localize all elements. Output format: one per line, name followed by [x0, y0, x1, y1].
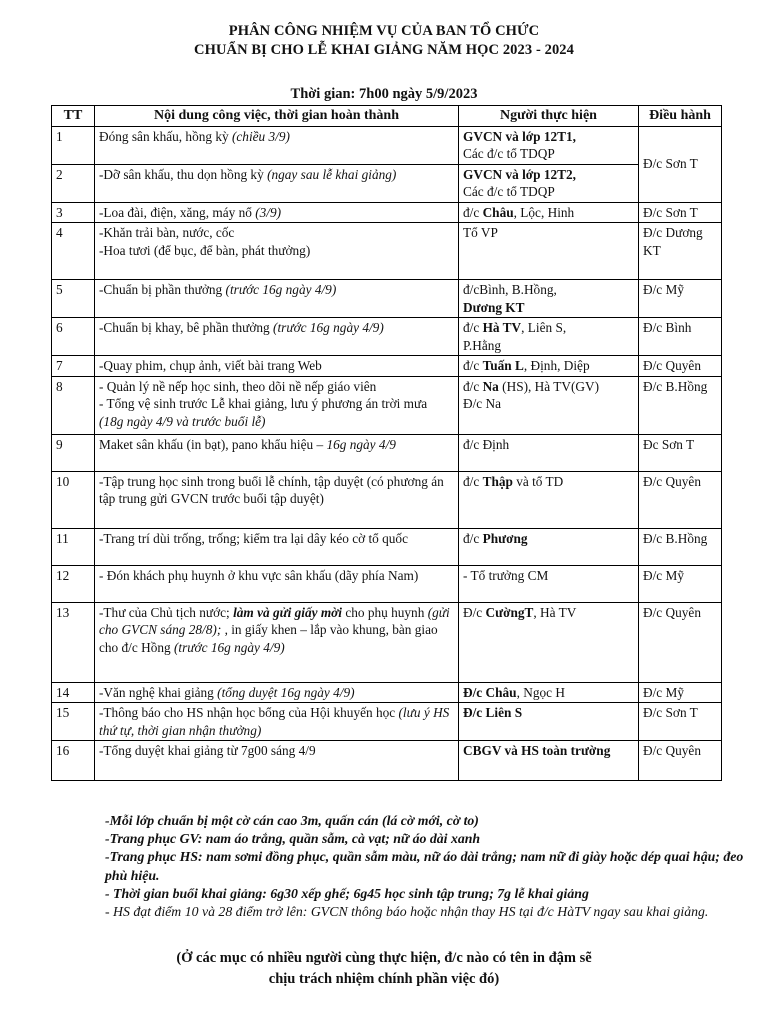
cell-text: làm và gửi giấy mời — [233, 604, 342, 620]
cell-text: - Đón khách phụ huynh ở khu vực sân khấu (dãy phía Nam) — [99, 567, 419, 583]
task-content — [95, 280, 459, 318]
task-person — [459, 223, 639, 280]
task-content — [95, 356, 459, 377]
task-content — [95, 434, 459, 471]
table-row — [52, 164, 722, 202]
row-number: 13 — [52, 602, 95, 682]
cell-text: Phương — [482, 530, 528, 546]
task-content — [95, 565, 459, 602]
task-content — [95, 528, 459, 565]
cell-text: Đ/c Quyên — [643, 604, 701, 620]
note-item: -Trang phục GV: nam áo trắng, quần sẫm, cà vạt; nữ áo dài xanh — [105, 831, 481, 847]
task-content — [95, 703, 459, 741]
task-lead — [639, 202, 722, 223]
cell-text: Đóng sân khấu, hồng kỳ — [99, 128, 232, 144]
cell-text: Na — [482, 378, 499, 394]
table-row — [52, 223, 722, 280]
row-number: 16 — [52, 741, 95, 781]
cell-text: đ/c — [463, 530, 483, 546]
cell-text: Đ/c Dương KT — [643, 225, 703, 258]
note-item: - Thời gian buổi khai giảng: 6g30 xếp ghế; 6g45 học sinh tập trung; 7g lễ khai giảng — [105, 885, 589, 901]
task-person — [459, 434, 639, 471]
table-body — [52, 126, 722, 781]
table-header-row — [52, 106, 722, 127]
row-number: 4 — [52, 223, 95, 280]
cell-text: -Tập trung học sinh trong buổi lễ chính, tập duyệt (có phương án tập trung gửi GVCN trước buổi tập duyệt) — [99, 473, 444, 506]
task-lead — [639, 280, 722, 318]
cell-text: Châu — [482, 204, 514, 220]
task-person — [459, 741, 639, 781]
cell-text: (chiều 3/9) — [231, 128, 290, 144]
task-content — [95, 202, 459, 223]
task-person — [459, 126, 639, 164]
task-content — [95, 164, 459, 202]
task-lead — [639, 471, 722, 528]
header-lead: Điều hành — [639, 106, 722, 127]
note-item: -Trang phục HS: nam sơmi đồng phục, quần sẫm màu, nữ áo dài trắng; nam nữ đi giày hoặc dép quai hậu; đeo phù hiệu. — [105, 849, 744, 883]
closing-line-2: chịu trách nhiệm chính phần việc đó) — [268, 971, 500, 987]
cell-text: 16g ngày 4/9 — [326, 436, 396, 452]
task-lead — [639, 741, 722, 781]
cell-text: Đ/c B.Hồng — [643, 530, 708, 546]
cell-text: đ/c — [463, 320, 483, 335]
task-lead — [639, 223, 722, 280]
cell-text: (18g ngày 4/9 và trước buổi lễ) — [99, 413, 266, 429]
task-content — [95, 602, 459, 682]
cell-text: Tổ VP — [463, 225, 498, 240]
table-row — [52, 202, 722, 223]
cell-text: CườngT — [485, 604, 534, 620]
table-row — [52, 703, 722, 741]
cell-text: Tuấn L — [482, 358, 524, 373]
task-person — [459, 703, 639, 741]
row-number: 9 — [52, 434, 95, 471]
cell-text: Đc Sơn T — [643, 436, 695, 452]
cell-text: Hà TV — [482, 320, 522, 335]
task-person — [459, 602, 639, 682]
row-number: 15 — [52, 703, 95, 741]
closing-note — [0, 948, 768, 990]
task-person — [459, 202, 639, 223]
cell-text: -Khăn trải bàn, nước, cốc — [99, 225, 235, 240]
row-number: 14 — [52, 682, 95, 703]
cell-text: Đ/c Na — [463, 396, 502, 411]
title-line-1: PHÂN CÔNG NHIỆM VỤ CỦA BAN TỔ CHỨC — [228, 23, 540, 39]
cell-text: đ/c — [463, 473, 483, 489]
task-person — [459, 356, 639, 377]
cell-text: đ/c — [463, 204, 483, 220]
cell-text: -Hoa tươi (để bục, để bàn, phát thưởng) — [99, 242, 311, 258]
task-lead — [639, 528, 722, 565]
table-row — [52, 471, 722, 528]
task-person — [459, 565, 639, 602]
cell-text: , Ngọc H — [516, 684, 565, 700]
cell-text: cho phụ huynh — [342, 604, 428, 620]
cell-text: - Quản lý nề nếp học sinh, theo dõi nề nếp giáo viên — [99, 378, 377, 394]
cell-text: -Thông báo cho HS nhận học bổng của Hội khuyến học — [99, 705, 399, 720]
cell-text: Đ/c B.Hồng — [643, 378, 708, 394]
task-content — [95, 318, 459, 356]
note-item: - HS đạt điểm 10 và 28 điểm trở lên: GVCN thông báo hoặc nhận thay HS tại đ/c HàTV ngay sau khai giảng. — [105, 904, 709, 920]
task-content — [95, 126, 459, 164]
task-lead — [639, 602, 722, 682]
cell-text: Đ/c Quyên — [643, 358, 701, 373]
row-number: 2 — [52, 164, 95, 202]
cell-text: Đ/c Mỹ — [643, 567, 684, 583]
table-row — [52, 741, 722, 781]
row-number: 8 — [52, 376, 95, 434]
event-time: Thời gian: 7h00 ngày 5/9/2023 — [290, 86, 478, 102]
task-person — [459, 318, 639, 356]
task-lead — [639, 565, 722, 602]
cell-text: (HS), Hà TV(GV) — [498, 378, 600, 394]
task-content — [95, 471, 459, 528]
cell-text: (trước 16g ngày 4/9) — [273, 320, 384, 335]
cell-text: Đ/c Quyên — [643, 743, 701, 758]
row-number: 11 — [52, 528, 95, 565]
cell-text: Đ/c Châu — [463, 684, 517, 700]
row-number: 1 — [52, 126, 95, 164]
task-person — [459, 280, 639, 318]
row-number: 10 — [52, 471, 95, 528]
cell-text: P.Hằng — [463, 337, 502, 353]
title-line-2: CHUẨN BỊ CHO LỄ KHAI GIẢNG NĂM HỌC 2023 - 2024 — [194, 42, 574, 58]
cell-text: -Dỡ sân khấu, thu dọn hồng kỳ — [99, 166, 268, 182]
task-content — [95, 376, 459, 434]
cell-text: -Văn nghệ khai giảng — [99, 684, 218, 700]
cell-text: - Tổng vệ sinh trước Lễ khai giảng, lưu ý phương án trời mưa — [99, 396, 428, 411]
cell-text: GVCN và lớp 12T1, — [463, 128, 577, 144]
cell-text: -Chuẩn bị phần thưởng — [99, 282, 226, 297]
task-person — [459, 376, 639, 434]
task-content — [95, 223, 459, 280]
cell-text: đ/c Định — [463, 436, 510, 452]
task-lead — [639, 376, 722, 434]
task-person — [459, 528, 639, 565]
task-content — [95, 741, 459, 781]
cell-text: đ/c — [463, 358, 483, 373]
task-person — [459, 164, 639, 202]
cell-text: -Loa đài, điện, xăng, máy nổ — [99, 204, 256, 220]
header-content: Nội dung công việc, thời gian hoàn thành — [95, 106, 459, 127]
header-person: Người thực hiện — [459, 106, 639, 127]
task-lead — [639, 682, 722, 703]
task-content — [95, 682, 459, 703]
row-number: 6 — [52, 318, 95, 356]
table-row — [52, 356, 722, 377]
task-lead: Đ/c Sơn T — [639, 126, 722, 202]
assignment-table — [51, 105, 722, 781]
cell-text: , Hà TV — [533, 604, 577, 620]
table-row — [52, 280, 722, 318]
cell-text: Đ/c Mỹ — [643, 684, 684, 700]
row-number: 7 — [52, 356, 95, 377]
cell-text: (gửi cho GVCN sáng 28/8); — [99, 604, 450, 637]
cell-text: Đ/c Quyên — [643, 473, 701, 489]
cell-text: đ/c — [463, 378, 483, 394]
cell-text: , Lộc, Hinh — [513, 204, 575, 220]
cell-text: (3/9) — [255, 204, 282, 220]
cell-text: Đ/c Bình — [643, 320, 692, 335]
cell-text: -Chuẩn bị khay, bê phần thưởng — [99, 320, 274, 335]
table-row — [52, 434, 722, 471]
row-number: 12 — [52, 565, 95, 602]
cell-text: Đ/c Liên S — [463, 705, 523, 720]
table-row — [52, 126, 722, 164]
cell-text: và tổ TD — [512, 473, 564, 489]
task-lead — [639, 318, 722, 356]
cell-text: CBGV và HS toàn trường — [463, 743, 611, 758]
cell-text: - Tổ trưởng CM — [463, 567, 549, 583]
row-number: 5 — [52, 280, 95, 318]
task-lead — [639, 703, 722, 741]
task-person — [459, 471, 639, 528]
table-row — [52, 602, 722, 682]
cell-text: đ/cBình, B.Hồng, — [463, 282, 557, 297]
cell-text: Đ/c Sơn T — [643, 204, 698, 220]
cell-text: , in giấy khen – lắp vào khung, bàn giao cho đ/c Hồng — [99, 622, 438, 655]
cell-text: , Định, Diệp — [523, 358, 590, 373]
cell-text: Đ/c Mỹ — [643, 282, 684, 297]
cell-text: -Thư của Chủ tịch nước; — [99, 604, 234, 620]
closing-line-1: (Ở các mục có nhiều người cùng thực hiện, đ/c nào có tên in đậm sẽ — [176, 950, 592, 966]
cell-text: Các đ/c tổ TDQP — [463, 184, 555, 199]
cell-text: Đ/c — [463, 604, 486, 620]
table-row — [52, 565, 722, 602]
cell-text: (trước 16g ngày 4/9) — [225, 282, 337, 297]
header-tt: TT — [52, 106, 95, 127]
task-lead — [639, 434, 722, 471]
cell-text: (lưu ý HS thứ tự, thời gian nhận thưởng) — [99, 705, 450, 738]
notes-section — [105, 812, 745, 921]
cell-text: -Trang trí dùi trống, trống; kiểm tra lại dây kéo cờ tổ quốc — [99, 530, 408, 546]
table-row — [52, 528, 722, 565]
cell-text: Dương KT — [463, 299, 525, 315]
table-row — [52, 682, 722, 703]
cell-text: GVCN và lớp 12T2, — [463, 166, 577, 182]
cell-text: Maket sân khấu (in bạt), pano khẩu hiệu – — [99, 436, 327, 452]
cell-text: Đ/c Sơn T — [643, 705, 698, 720]
row-number: 3 — [52, 202, 95, 223]
cell-text: (tổng duyệt 16g ngày 4/9) — [217, 684, 355, 700]
cell-text: Các đ/c tổ TDQP — [463, 146, 555, 161]
cell-text: Thập — [482, 473, 513, 489]
table-row — [52, 376, 722, 434]
cell-text: (ngay sau lễ khai giảng) — [267, 166, 397, 182]
task-lead — [639, 356, 722, 377]
cell-text: , Liên S, — [521, 320, 567, 335]
cell-text: -Tổng duyệt khai giảng từ 7g00 sáng 4/9 — [99, 743, 316, 758]
cell-text: -Quay phim, chụp ảnh, viết bài trang Web — [99, 358, 322, 373]
document-title — [0, 22, 768, 60]
table-row — [52, 318, 722, 356]
note-item: -Mỗi lớp chuẩn bị một cờ cán cao 3m, quấn cán (lá cờ mới, cờ to) — [105, 813, 479, 828]
task-person — [459, 682, 639, 703]
cell-text: (trước 16g ngày 4/9) — [173, 639, 285, 655]
